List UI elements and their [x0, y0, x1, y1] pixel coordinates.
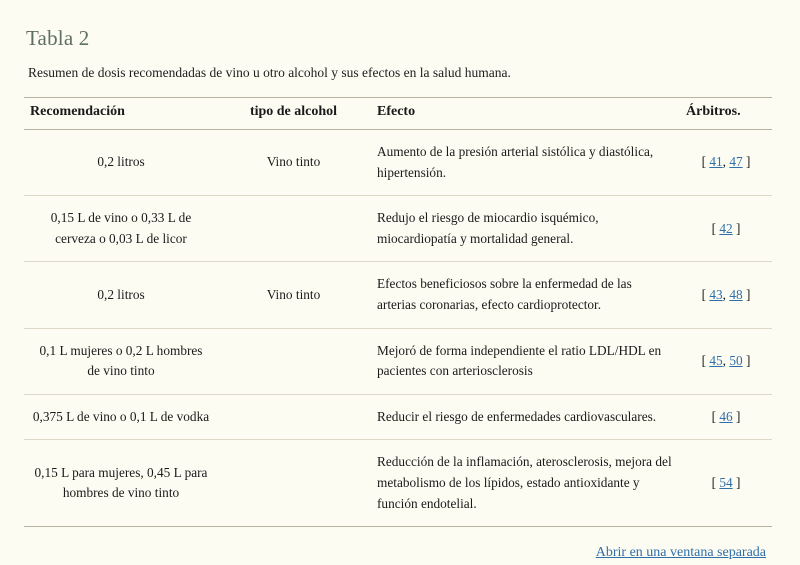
bracket-open: [: [711, 408, 717, 424]
column-header-effect: Efecto: [369, 98, 680, 130]
bracket-close: ]: [745, 352, 751, 368]
cell-effect: Aumento de la presión arterial sistólica y diastólica, hipertensión.: [369, 130, 680, 196]
cell-effect: Redujo el riesgo de miocardio isquémico, miocardiopatía y mortalidad general.: [369, 196, 680, 262]
dose-table: [24, 97, 772, 527]
column-header-recommendation: Recomendación: [24, 98, 218, 130]
cell-references: [680, 394, 772, 440]
bracket-close: ]: [745, 286, 751, 302]
table-body: [24, 130, 772, 527]
cell-recommendation: 0,375 L de vino o 0,1 L de vodka: [24, 394, 218, 440]
cell-effect: Efectos beneficiosos sobre la enfermedad de las arterias coronarias, efecto cardioprotector.: [369, 262, 680, 328]
cell-recommendation: 0,15 L para mujeres, 0,45 L para hombres de vino tinto: [24, 440, 218, 527]
reference-link[interactable]: 42: [719, 220, 733, 236]
bracket-close: ]: [745, 154, 751, 170]
reference-link[interactable]: 47: [729, 154, 743, 170]
cell-references: [680, 262, 772, 328]
table-caption: Resumen de dosis recomendadas de vino u otro alcohol y sus efectos en la salud humana.: [28, 65, 511, 80]
cell-alcohol-type: Vino tinto: [218, 262, 369, 328]
table-row: [24, 440, 772, 527]
bracket-open: [: [701, 154, 707, 170]
reference-link[interactable]: 43: [709, 286, 723, 302]
reference-separator: ,: [722, 154, 726, 170]
cell-references: [680, 440, 772, 527]
bracket-close: ]: [735, 475, 741, 491]
cell-recommendation: 0,15 L de vino o 0,33 L de cerveza o 0,03 L de licor: [24, 196, 218, 262]
bracket-open: [: [701, 286, 707, 302]
cell-alcohol-type: [218, 440, 369, 527]
cell-alcohol-type: Vino tinto: [218, 130, 369, 196]
reference-link[interactable]: 48: [729, 286, 743, 302]
bracket-open: [: [711, 475, 717, 491]
cell-effect: Reducir el riesgo de enfermedades cardiovasculares.: [369, 394, 680, 440]
reference-link[interactable]: 41: [709, 154, 723, 170]
reference-link[interactable]: 54: [719, 475, 733, 491]
open-in-separate-window-link[interactable]: Abrir en una ventana separada: [595, 545, 766, 561]
reference-separator: ,: [722, 352, 726, 368]
footer-link-row: [24, 543, 772, 561]
cell-alcohol-type: [218, 196, 369, 262]
column-header-references: Árbitros.: [680, 98, 772, 130]
cell-effect: Reducción de la inflamación, aterosclerosis, mejora del metabolismo de los lípidos, estado antioxidante y función endotelial.: [369, 440, 680, 527]
table-row: [24, 328, 772, 394]
cell-alcohol-type: [218, 328, 369, 394]
table-label: Tabla 2: [26, 26, 90, 50]
reference-separator: ,: [722, 286, 726, 302]
cell-references: [680, 328, 772, 394]
cell-recommendation: 0,2 litros: [24, 262, 218, 328]
bracket-open: [: [701, 352, 707, 368]
reference-link[interactable]: 45: [709, 352, 723, 368]
cell-effect: Mejoró de forma independiente el ratio LDL/HDL en pacientes con arteriosclerosis: [369, 328, 680, 394]
table-head: [24, 98, 772, 130]
reference-link[interactable]: 46: [719, 408, 733, 424]
table-header-row: [24, 98, 772, 130]
table-row: [24, 394, 772, 440]
cell-recommendation: 0,2 litros: [24, 130, 218, 196]
table-row: [24, 262, 772, 328]
cell-references: [680, 196, 772, 262]
bracket-open: [: [711, 220, 717, 236]
bracket-close: ]: [735, 220, 741, 236]
cell-recommendation: 0,1 L mujeres o 0,2 L hombres de vino tinto: [24, 328, 218, 394]
table-row: [24, 196, 772, 262]
table-row: [24, 130, 772, 196]
bracket-close: ]: [735, 408, 741, 424]
cell-references: [680, 130, 772, 196]
cell-alcohol-type: [218, 394, 369, 440]
column-header-alcohol-type: tipo de alcohol: [218, 98, 369, 130]
reference-link[interactable]: 50: [729, 352, 743, 368]
